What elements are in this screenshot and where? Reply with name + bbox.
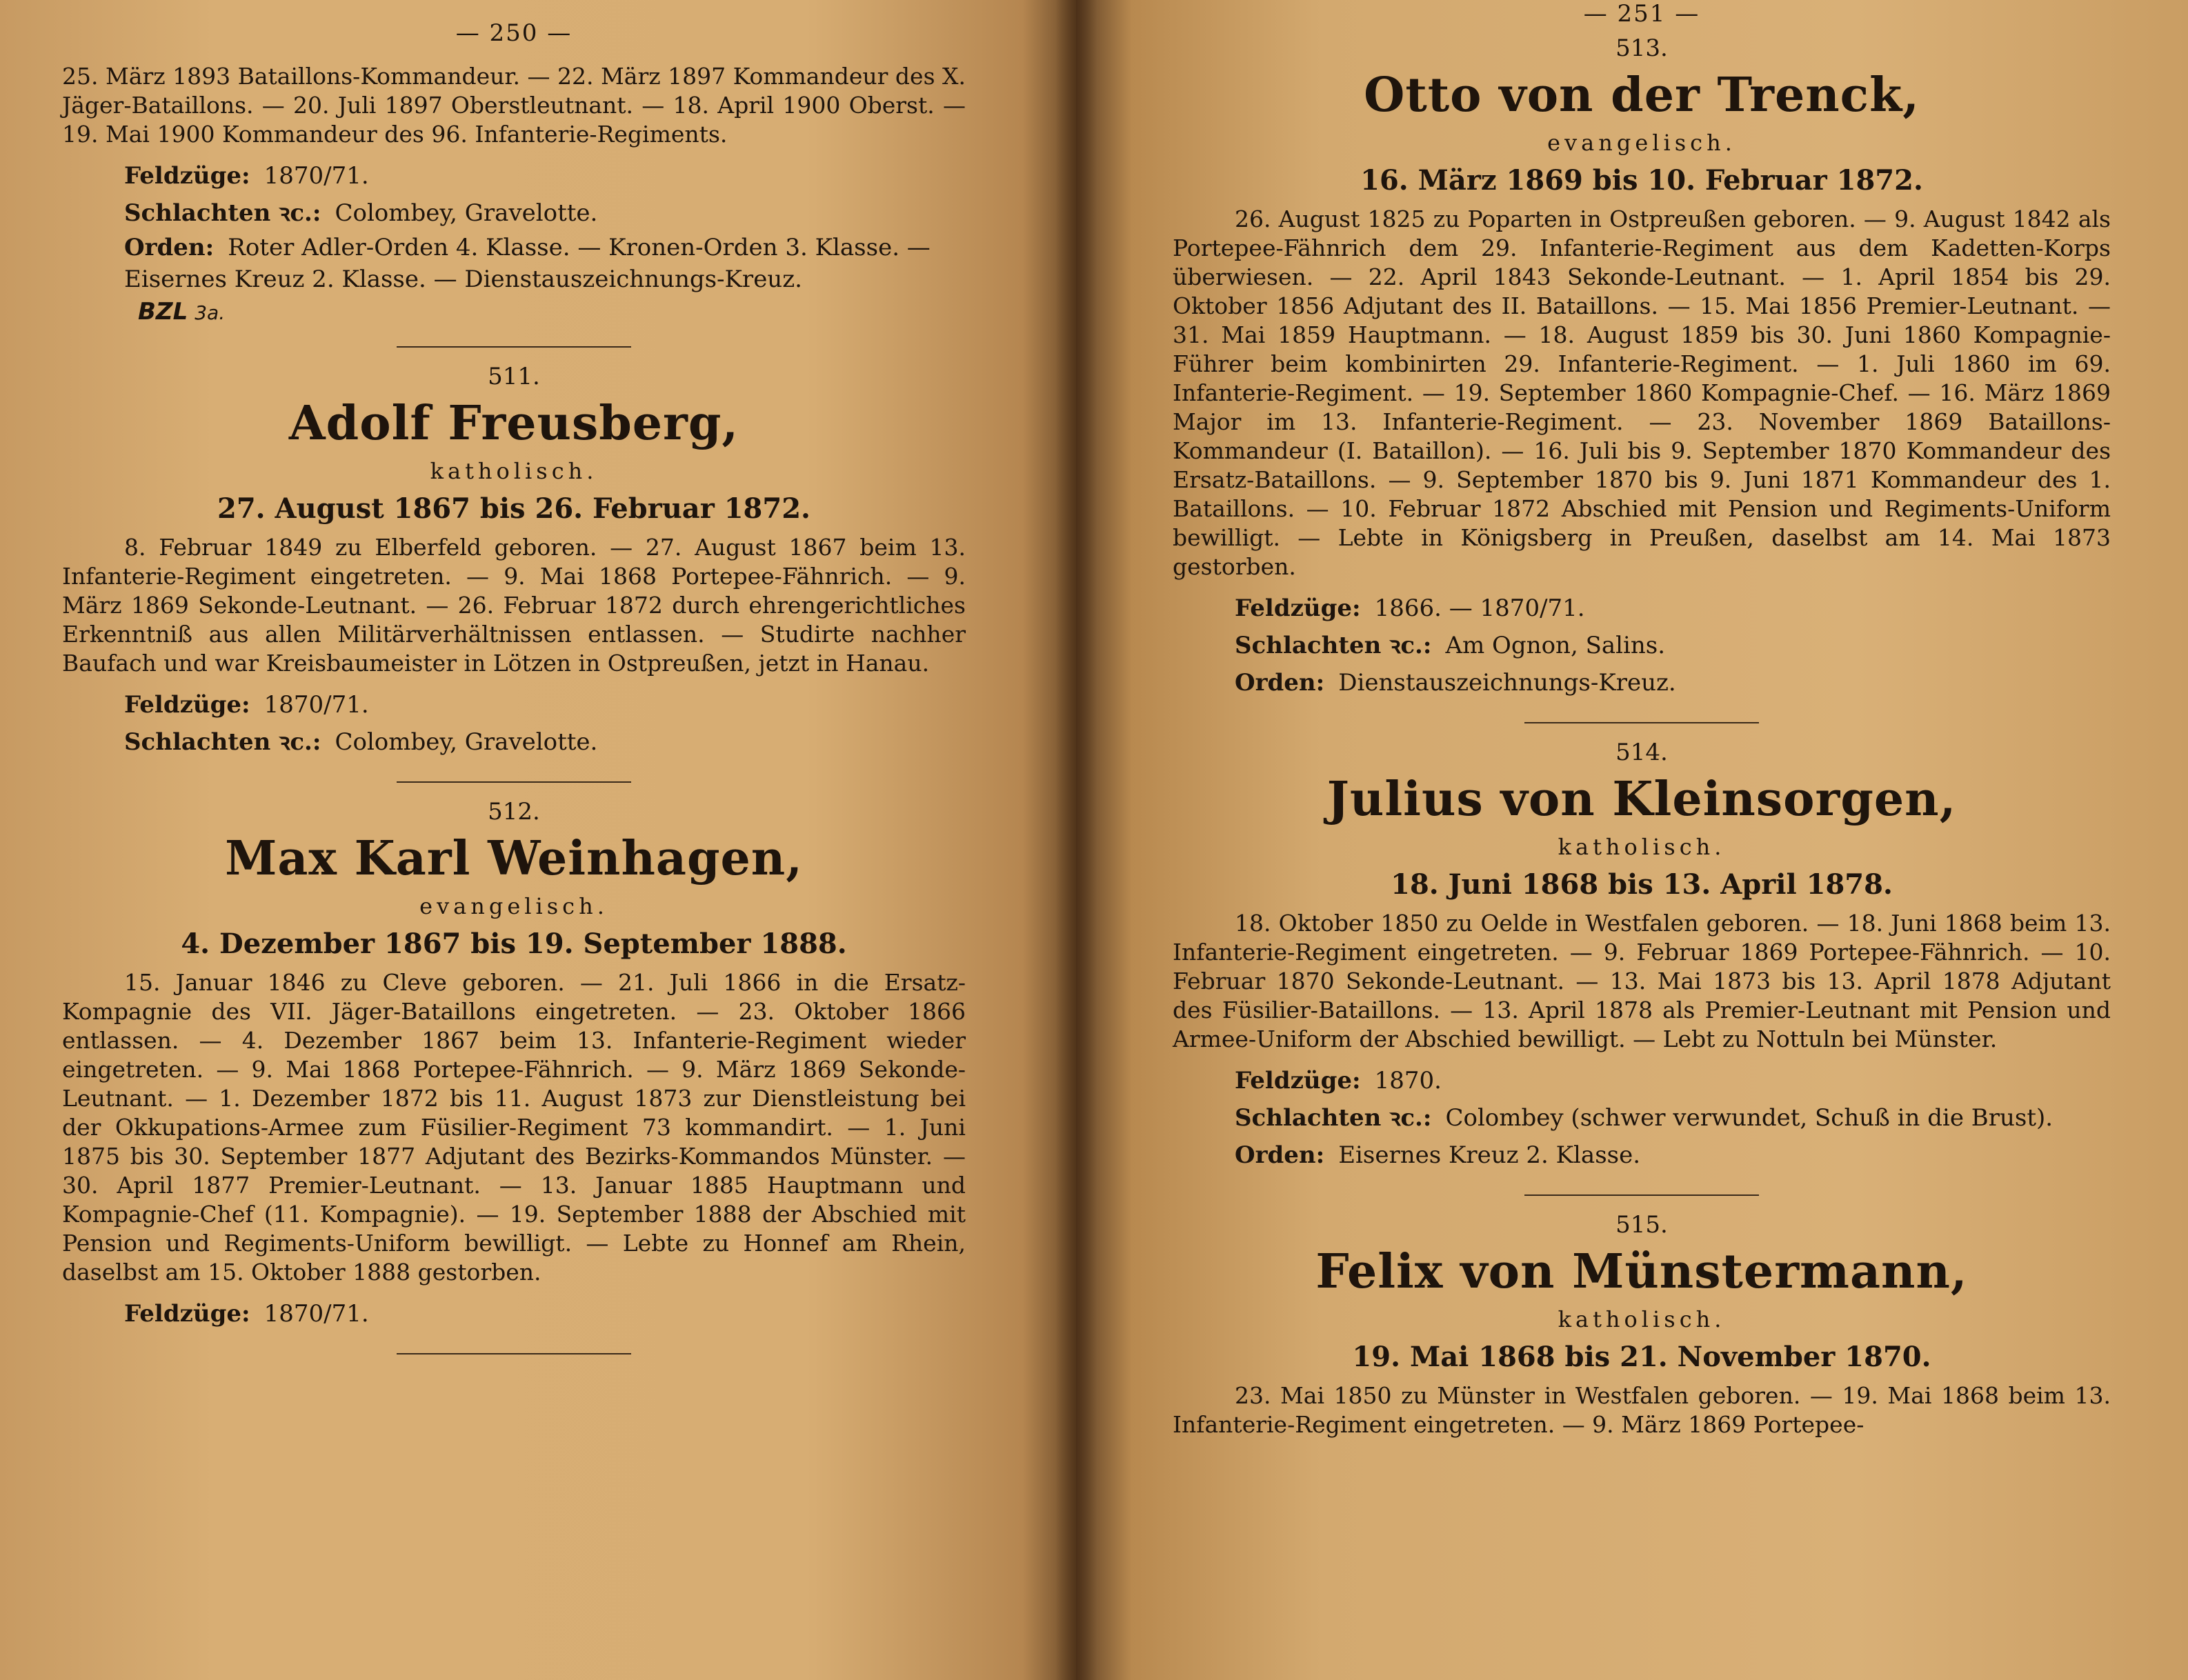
orders-label: Orden: (124, 234, 215, 261)
battles-label: Schlachten ꝛc.: (124, 728, 321, 756)
section-divider (1524, 722, 1759, 723)
book-gutter (1055, 0, 1097, 1680)
battles-value: Colombey (schwer verwundet, Schuß in die Brust). (1445, 1104, 2053, 1132)
campaigns-line (1235, 590, 2111, 627)
campaigns-line (124, 686, 966, 723)
campaigns-label: Feldzüge: (1235, 1067, 1361, 1094)
entry-dates: 4. Dezember 1867 bis 19. September 1888. (181, 928, 847, 960)
entry-513 (1173, 34, 2111, 701)
campaigns-line (1235, 1062, 2111, 1099)
entry-name: Julius von Kleinsorgen, (1326, 772, 1957, 827)
entry-confession: evangelisch. (1547, 130, 1736, 156)
page-number: — 250 — (455, 19, 573, 47)
battles-value: Colombey, Gravelotte. (335, 199, 598, 227)
entry-dates: 19. Mai 1868 bis 21. November 1870. (1352, 1341, 1931, 1373)
campaigns-value: 1870/71. (263, 1300, 369, 1328)
battles-line (1235, 1099, 2111, 1137)
entry-512 (62, 798, 966, 1332)
campaigns-value: 1870/71. (263, 162, 369, 190)
campaigns-line (124, 157, 966, 194)
entry-511 (62, 363, 966, 761)
battles-line (1235, 627, 2111, 664)
entry-name: Max Karl Weinhagen, (225, 831, 803, 886)
entry-bio: 15. Januar 1846 zu Cleve geboren. — 21. Juli 1866 in die Ersatz-Kompagnie des VII. Jäger-Bataillons eingetreten. — 23. Oktober 1866 entlassen. — 4. Dezember 1867 beim 13. Infanterie-Regiment wieder eingetreten. — 9. Mai 1868 Portepee-Fähnrich. — 9. März 1869 Sekonde-Leutnant. — 1. Dezember 1872 bis 11. August 1873 zur Dienstleistung bei der Okkupations-Armee zum Füsilier-Regiment 73 kommandirt. — 1. Juni 1875 bis 30. September 1877 Adjutant des Bezirks-Kommandos Münster. — 30. April 1877 Premier-Leutnant. — 13. Januar 1885 Hauptmann und Kompagnie-Chef (11. Kompagnie). — 19. September 1888 der Abschied mit Pension und Regiments-Uniform bewilligt. — Lebte zu Honnef am Rhein, daselbst am 15. Oktober 1888 gestorben. (62, 969, 966, 1286)
battles-line (124, 723, 966, 761)
stamp-text: BZL (138, 298, 188, 326)
campaigns-label: Feldzüge: (124, 1300, 250, 1328)
campaigns-value: 1870. (1374, 1067, 1442, 1094)
section-divider (397, 346, 631, 348)
entry-name: Otto von der Trenck, (1364, 68, 1920, 123)
entry-confession: katholisch. (1558, 834, 1726, 860)
entry-number: 511. (488, 363, 540, 390)
section-divider (397, 781, 631, 783)
orders-value: Roter Adler-Orden 4. Klasse. — Kronen-Orden 3. Klasse. — Eisernes Kreuz 2. Klasse. — Dienstauszeichnungs-Kreuz. (124, 234, 931, 293)
campaigns-line (124, 1295, 966, 1332)
campaigns-value: 1866. — 1870/71. (1374, 594, 1585, 622)
entry-515 (1173, 1211, 2111, 1439)
battles-value: Am Ognon, Salins. (1445, 632, 1666, 659)
battles-value: Colombey, Gravelotte. (335, 728, 598, 756)
entry-confession: katholisch. (1558, 1306, 1726, 1332)
entry-510 (62, 62, 966, 326)
battles-label: Schlachten ꝛc.: (1235, 1104, 1432, 1132)
entry-number: 514. (1615, 739, 1668, 766)
campaigns-label: Feldzüge: (1235, 594, 1361, 622)
right-page (1076, 0, 2188, 1680)
entry-dates: 27. August 1867 bis 26. Februar 1872. (217, 492, 810, 525)
page-number: — 251 — (1583, 0, 1700, 28)
campaigns-label: Feldzüge: (124, 162, 250, 190)
entry-bio: 18. Oktober 1850 zu Oelde in Westfalen geboren. — 18. Juni 1868 beim 13. Infanterie-Regiment eingetreten. — 9. Februar 1869 Portepee-Fähnrich. — 10. Februar 1870 Sekonde-Leutnant. — 13. Mai 1873 bis 13. April 1878 Adjutant des Füsilier-Bataillons. — 13. April 1878 als Premier-Leutnant mit Pension und Armee-Uniform der Abschied bewilligt. — Lebt zu Nottuln bei Münster. (1173, 910, 2111, 1052)
entry-dates: 18. Juni 1868 bis 13. April 1878. (1391, 868, 1893, 901)
orders-line (124, 232, 966, 295)
entry-514 (1173, 739, 2111, 1174)
orders-value: Dienstauszeichnungs-Kreuz. (1338, 669, 1676, 697)
battles-label: Schlachten ꝛc.: (1235, 632, 1432, 659)
entry-dates: 16. März 1869 bis 10. Februar 1872. (1360, 164, 1923, 197)
orders-value: Eisernes Kreuz 2. Klasse. (1338, 1141, 1641, 1169)
left-page (0, 0, 1076, 1680)
library-stamp (138, 298, 966, 326)
orders-label: Orden: (1235, 669, 1325, 697)
entry-bio: 8. Februar 1849 zu Elberfeld geboren. — 27. August 1867 beim 13. Infanterie-Regiment eingetreten. — 9. Mai 1868 Portepee-Fähnrich. — 9. März 1869 Sekonde-Leutnant. — 26. Februar 1872 durch ehrengerichtliches Erkenntniß aus allen Militärverhältnissen entlassen. — Studirte nachher Baufach und war Kreisbaumeister in Lötzen in Ostpreußen, jetzt in Hanau. (62, 534, 966, 677)
entry-number: 515. (1615, 1211, 1668, 1239)
orders-line (1235, 1137, 2111, 1174)
entry-name: Felix von Münstermann, (1315, 1244, 1968, 1299)
entry-bio: 23. Mai 1850 zu Münster in Westfalen geboren. — 19. Mai 1868 beim 13. Infanterie-Regiment eingetreten. — 9. März 1869 Portepee- (1173, 1382, 2111, 1438)
battles-line (124, 194, 966, 232)
orders-line (1235, 664, 2111, 701)
entry-bio: 25. März 1893 Bataillons-Kommandeur. — 22. März 1897 Kommandeur des X. Jäger-Bataillons. — 20. Juli 1897 Oberstleutnant. — 18. April 1900 Oberst. — 19. Mai 1900 Kommandeur des 96. Infanterie-Regiments. (62, 63, 966, 148)
entry-number: 513. (1615, 34, 1668, 62)
entry-name: Adolf Freusberg, (288, 396, 739, 451)
entry-bio: 26. August 1825 zu Poparten in Ostpreußen geboren. — 9. August 1842 als Portepee-Fähnrich dem 29. Infanterie-Regiment aus dem Kadetten-Korps überwiesen. — 22. April 1843 Sekonde-Leutnant. — 1. April 1854 bis 29. Oktober 1856 Adjutant des II. Bataillons. — 15. Mai 1856 Premier-Leutnant. — 31. Mai 1859 Hauptmann. — 18. August 1859 bis 30. Juni 1860 Kompagnie-Führer beim kombinirten 29. Infanterie-Regiment. — 1. Juli 1860 im 69. Infanterie-Regiment. — 19. September 1860 Kompagnie-Chef. — 16. März 1869 Major im 13. Infanterie-Regiment. — 23. November 1869 Bataillons-Kommandeur (I. Bataillon). — 16. Juli bis 9. September 1870 Kommandeur des Ersatz-Bataillons. — 9. September 1870 bis 9. Juni 1871 Kommandeur des 1. Bataillons. — 10. Februar 1872 Abschied mit Pension und Regiments-Uniform bewilligt. — Lebte in Königsberg in Preußen, daselbst am 14. Mai 1873 gestorben. (1173, 206, 2111, 580)
campaigns-value: 1870/71. (263, 691, 369, 719)
orders-label: Orden: (1235, 1141, 1325, 1169)
entry-number: 512. (488, 798, 540, 826)
stamp-suffix: 3a. (195, 301, 226, 324)
entry-confession: katholisch. (430, 458, 598, 484)
section-divider (1524, 1194, 1759, 1196)
entry-confession: evangelisch. (419, 893, 608, 919)
section-divider (397, 1353, 631, 1354)
campaigns-label: Feldzüge: (124, 691, 250, 719)
battles-label: Schlachten ꝛc.: (124, 199, 321, 227)
